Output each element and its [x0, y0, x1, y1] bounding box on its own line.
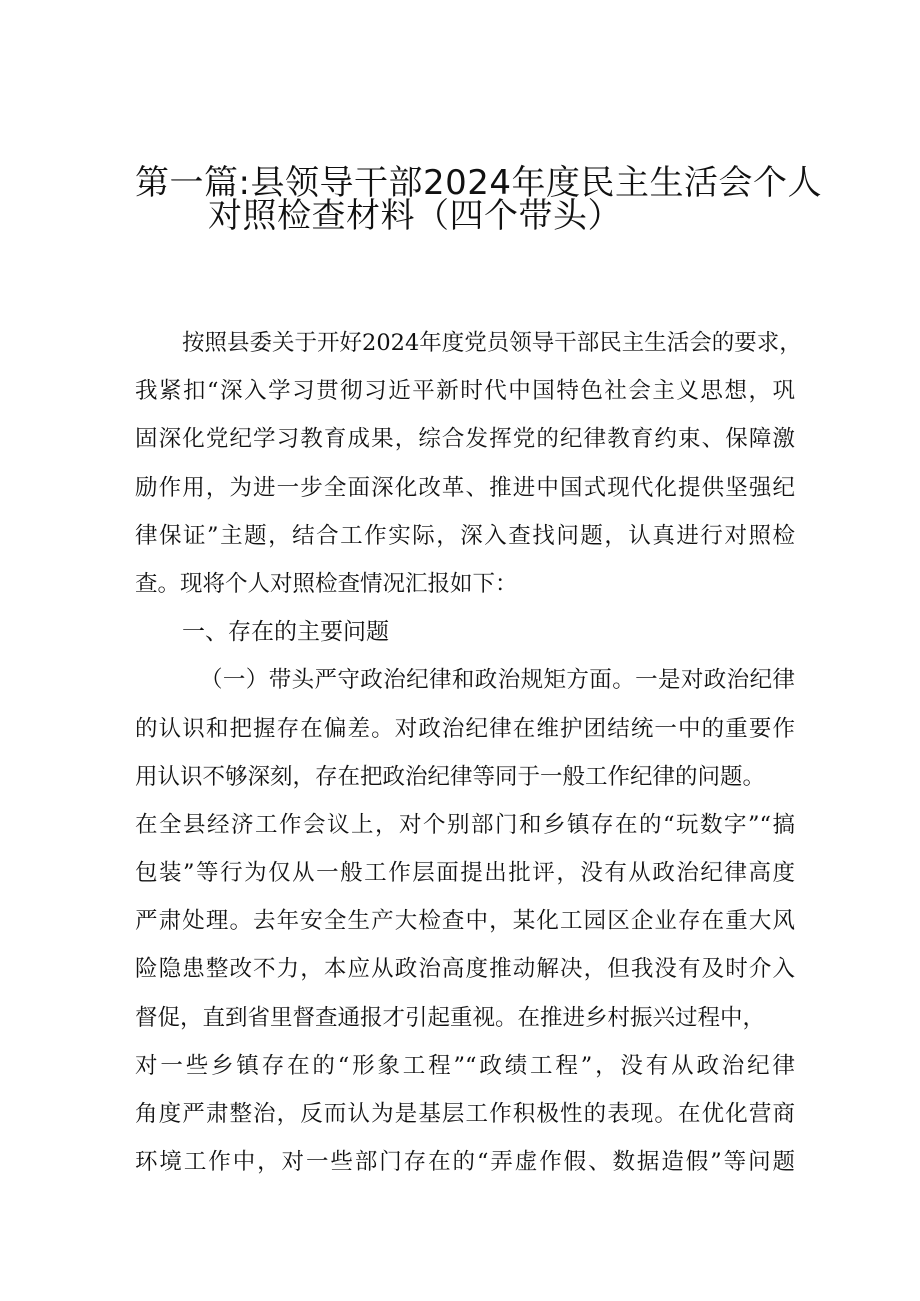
intro-line: 我紧扣“深入学习贯彻习近平新时代中国特色社会主义思想，巩 — [135, 378, 795, 405]
intro-line: 律保证”主题，结合工作实际，深入查找问题，认真进行对照检 — [135, 522, 795, 549]
section-line: 环境工作中，对一些部门存在的“弄虚作假、数据造假”等问题 — [135, 1149, 795, 1176]
intro-line: 查。现将个人对照检查情况汇报如下： — [135, 570, 518, 597]
section-line: 在全县经济工作会议上，对个别部门和乡镇存在的“玩数字”“搞 — [135, 811, 795, 838]
section-line: 角度严肃整治，反而认为是基层工作积极性的表现。在优化营商 — [135, 1101, 795, 1127]
section-line: 严肃处理。去年安全生产大检查中，某化工园区企业存在重大风 — [135, 908, 795, 935]
section-line: （一）带头严守政治纪律和政治规矩方面。一是对政治纪律 — [200, 667, 795, 694]
section-line: 督促，直到省里督查通报才引起重视。在推进乡村振兴过程中， — [135, 1004, 766, 1031]
intro-line: 固深化党纪学习教育成果，综合发挥党的纪律教育约束、保障激 — [135, 426, 795, 453]
section-line: 包装”等行为仅从一般工作层面提出批评，没有从政治纪律高度 — [135, 860, 795, 887]
section-line: 用认识不够深刻，存在把政治纪律等同于一般工作纪律的问题。 — [135, 763, 766, 790]
intro-line: 励作用，为进一步全面深化改革、推进中国式现代化提供坚强纪 — [135, 474, 795, 501]
section-line: 险隐患整改不力，本应从政治高度推动解决，但我没有及时介入 — [135, 956, 795, 983]
intro-line: 按照县委关于开好2024年度党员领导干部民主生活会的要求， — [182, 330, 802, 356]
section-heading: 一、存在的主要问题 — [182, 619, 389, 646]
section-line: 对一些乡镇存在的“形象工程”“政绩工程”，没有从政治纪律 — [135, 1052, 795, 1079]
document-body — [135, 319, 802, 1186]
document-title-line-2: 对照检查材料（四个带头） — [208, 196, 622, 236]
document-title-line-1: 第一篇:县领导干部2024年度民主生活会个人 — [135, 163, 822, 203]
section-line: 的认识和把握存在偏差。对政治纪律在维护团结统一中的重要作 — [135, 715, 795, 742]
